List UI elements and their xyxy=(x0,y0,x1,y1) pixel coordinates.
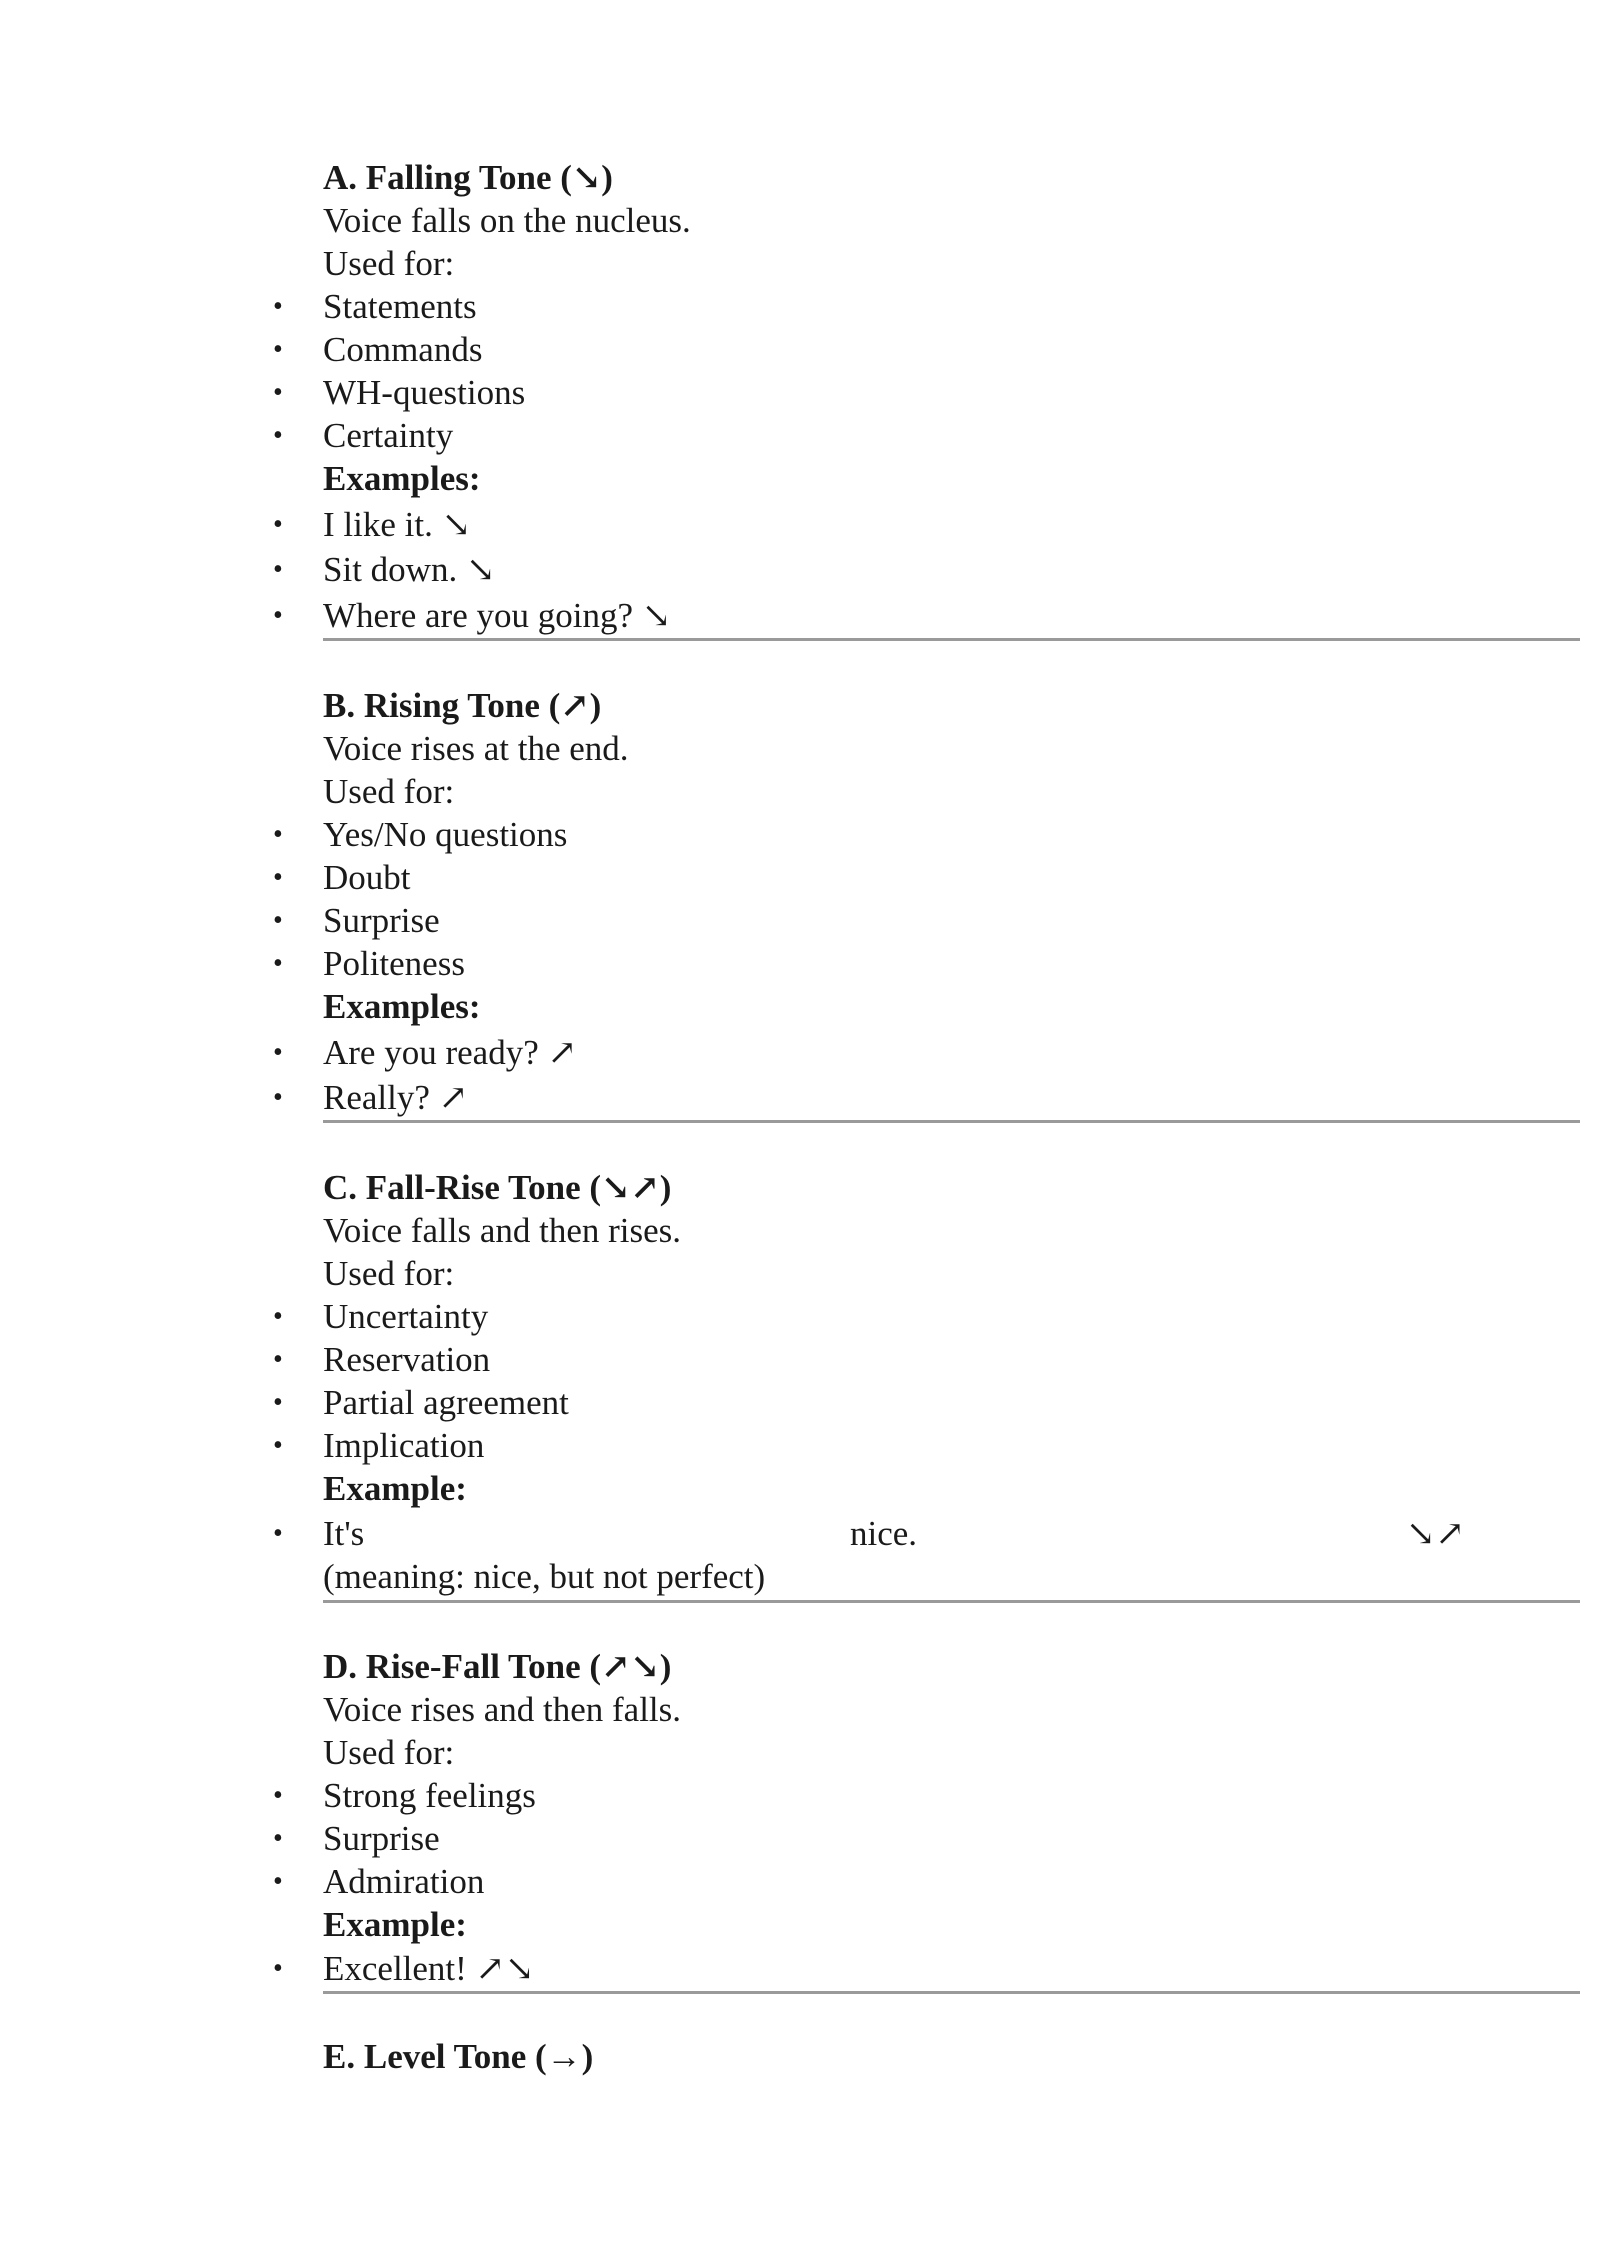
section-heading: A. Falling Tone (↘) xyxy=(323,158,613,197)
bullet-icon: • xyxy=(273,1082,283,1113)
bullet-icon: • xyxy=(273,1387,283,1418)
bullet-icon: • xyxy=(273,1823,283,1854)
section-divider xyxy=(323,1600,1580,1603)
bullet-icon: • xyxy=(273,420,283,451)
section-heading: C. Fall-Rise Tone (↘↗) xyxy=(323,1168,672,1207)
section-divider xyxy=(323,638,1580,641)
bullet-icon: • xyxy=(273,509,283,540)
example-word: nice. xyxy=(850,1514,918,1553)
section-divider xyxy=(323,1991,1580,1994)
examples-label: Examples: xyxy=(323,987,481,1026)
bullet-icon: • xyxy=(273,1518,283,1549)
bullet-icon: • xyxy=(273,554,283,585)
bullet-icon: • xyxy=(273,819,283,850)
used-for-label: Used for: xyxy=(323,244,455,283)
bullet-icon: • xyxy=(273,905,283,936)
bullet-icon: • xyxy=(273,1037,283,1068)
fall-rise-arrow-icon: ↘↗ xyxy=(1406,1514,1465,1553)
section-heading: E. Level Tone (→) xyxy=(323,2037,594,2076)
example-word: It's xyxy=(323,1514,365,1553)
example-meaning: (meaning: nice, but not perfect) xyxy=(323,1557,766,1596)
bullet-icon: • xyxy=(273,1430,283,1461)
bullet-icon: • xyxy=(273,1344,283,1375)
used-for-label: Used for: xyxy=(323,1254,455,1293)
document-page: A. Falling Tone (↘) Voice falls on the nucleus. Used for: • Statements • Commands • WH-questions • Certainty Examples: • I like it. ↘ • Sit down. ↘ • Where are you going? ↘ B. Rising Tone (↗) Voice rises at the end. Used for: • Yes/No questions • Doubt • Surprise • Politeness Examples: • Are you ready? ↗ • Really? ↗ C. Fall-Rise Tone (↘↗) Voice falls and then rises. Used for: • Uncertainty • Reservation • Partial agreement • Implication Example: • It's nice. ↘↗ (meaning: nice, but not perfect) D. Rise-Fall Tone (↗↘) Voice rises and then falls. Used for: • Strong feelings • Surprise • Admiration Example: • Excellent! ↗↘ E. Level Tone (→) xyxy=(0,0,1600,2262)
examples-label: Example: xyxy=(323,1905,467,1944)
bullet-icon: • xyxy=(273,334,283,365)
bullet-icon: • xyxy=(273,862,283,893)
bullet-icon: • xyxy=(273,600,283,631)
bullet-icon: • xyxy=(273,1780,283,1811)
bullet-icon: • xyxy=(273,1301,283,1332)
examples-label: Examples: xyxy=(323,459,481,498)
section-heading: B. Rising Tone (↗) xyxy=(323,686,602,725)
section-description: Voice rises at the end. xyxy=(323,729,629,768)
bullet-icon: • xyxy=(273,948,283,979)
section-divider xyxy=(323,1120,1580,1123)
section-description: Voice falls and then rises. xyxy=(323,1211,682,1250)
examples-label: Example: xyxy=(323,1469,467,1508)
section-heading: D. Rise-Fall Tone (↗↘) xyxy=(323,1647,672,1686)
section-description: Voice rises and then falls. xyxy=(323,1690,682,1729)
bullet-icon: • xyxy=(273,1866,283,1897)
used-for-label: Used for: xyxy=(323,1733,455,1772)
bullet-icon: • xyxy=(273,377,283,408)
used-for-label: Used for: xyxy=(323,772,455,811)
bullet-icon: • xyxy=(273,291,283,322)
section-description: Voice falls on the nucleus. xyxy=(323,201,691,240)
bullet-icon: • xyxy=(273,1953,283,1984)
